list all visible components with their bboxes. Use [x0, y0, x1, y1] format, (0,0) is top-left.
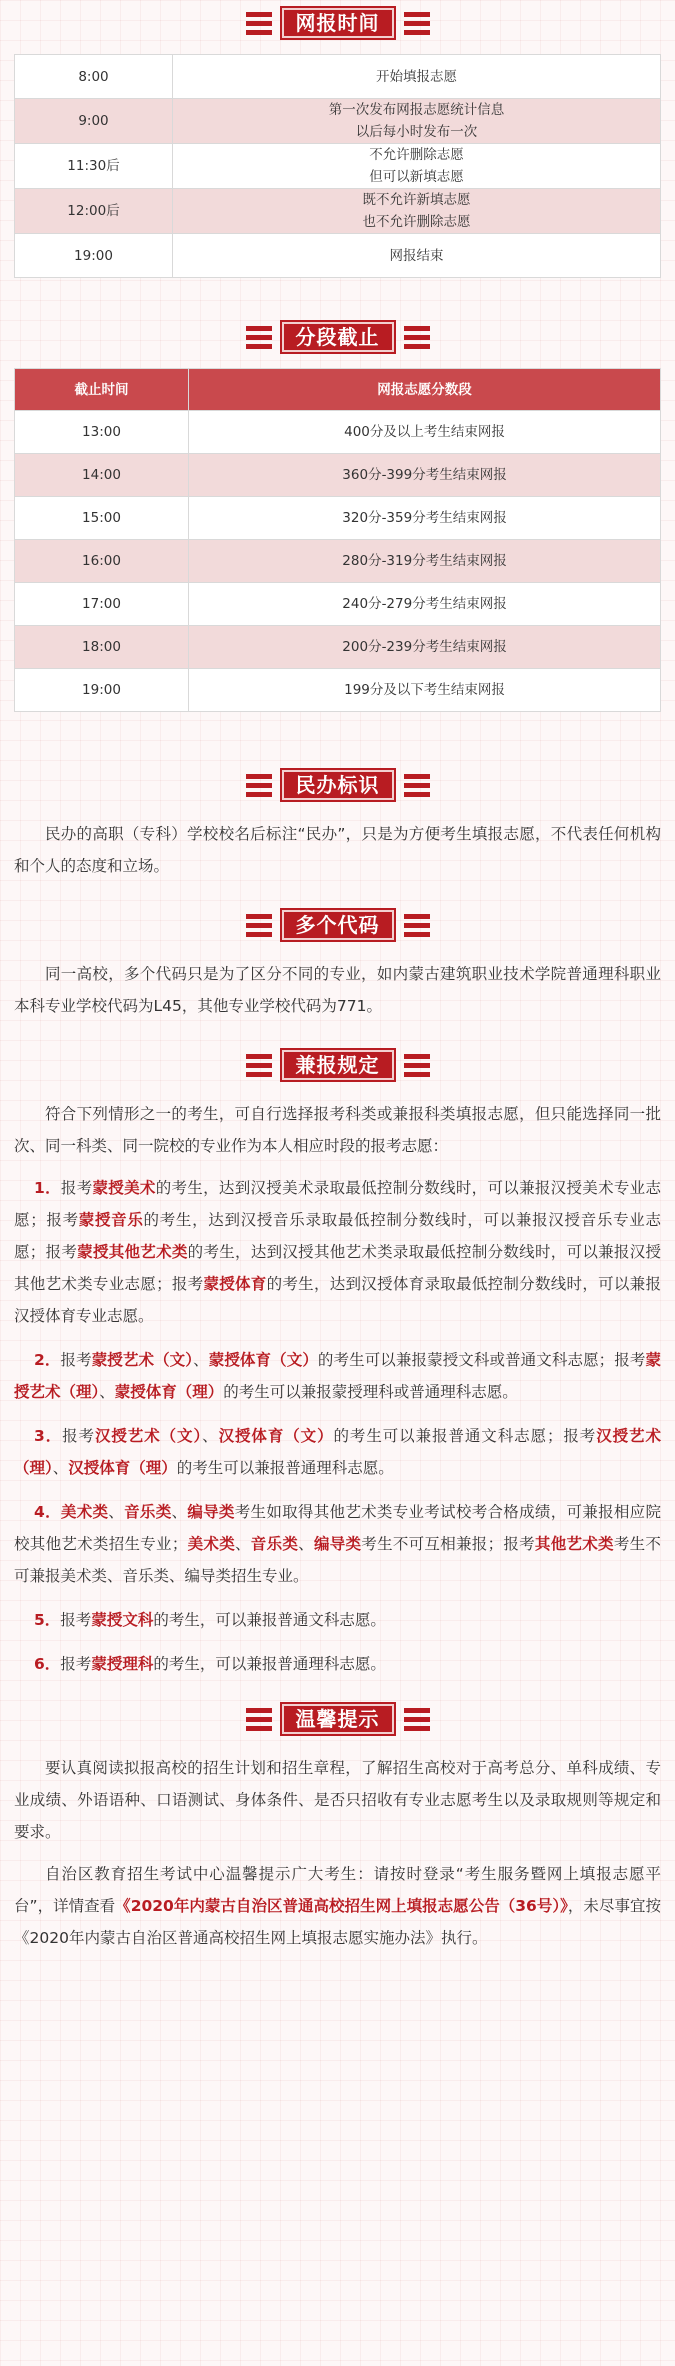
decor-bars-right [404, 1708, 430, 1731]
decor-bars-right [404, 774, 430, 797]
rule-number: 2． [34, 1351, 61, 1369]
schedule-table [14, 54, 661, 278]
table-row [15, 497, 661, 540]
schedule-time: 8:00 [15, 55, 173, 99]
section-header [14, 908, 661, 942]
rule-item [14, 1648, 661, 1680]
deadline-desc: 400分及以上考生结束网报 [189, 411, 661, 454]
section-title: 多个代码 [280, 908, 396, 942]
rule-item [14, 1496, 661, 1592]
rule-highlight: 其他艺术类 [534, 1535, 614, 1553]
section-title: 分段截止 [280, 320, 396, 354]
rules-list [14, 1172, 661, 1680]
rule-highlight: 美术类 [187, 1535, 235, 1553]
rule-text: 、 [298, 1535, 314, 1553]
deadline-desc: 280分-319分考生结束网报 [189, 540, 661, 583]
table-row [15, 55, 661, 99]
rule-highlight: 蒙授艺术（理） [14, 1351, 661, 1401]
rule-number: 5． [34, 1611, 61, 1629]
rule-highlight: 蒙授体育（理） [114, 1383, 224, 1401]
rule-highlight: 蒙授体育 [203, 1275, 267, 1293]
rule-highlight: 编导类 [313, 1535, 362, 1553]
rule-highlight: 蒙授体育（文） [208, 1351, 318, 1369]
schedule-desc-line: 第一次发布网报志愿统计信息 [328, 102, 505, 118]
table-row [15, 189, 661, 234]
rule-item [14, 1420, 661, 1484]
rule-highlight: 音乐类 [124, 1503, 172, 1521]
rule-item [14, 1604, 661, 1636]
decor-bars-right [404, 1054, 430, 1077]
table-row [15, 411, 661, 454]
tips-text: ，未尽事宜按《2020年内蒙古自治区普通高校招生网上填报志愿实施办法》执行。 [14, 1897, 661, 1947]
column-header: 截止时间 [15, 369, 189, 411]
table-row [15, 144, 661, 189]
rule-item [14, 1172, 661, 1332]
schedule-time: 12:00后 [15, 189, 173, 234]
section-header [14, 1048, 661, 1082]
rule-text: 、 [99, 1383, 115, 1401]
rule-text: 考生不可兼报美术类、音乐类、编导类招生专业。 [14, 1535, 661, 1585]
schedule-time: 9:00 [15, 99, 173, 144]
rule-highlight: 音乐类 [250, 1535, 299, 1553]
table-row [15, 540, 661, 583]
decor-bars-left [246, 1708, 272, 1731]
schedule-desc-line: 不允许删除志愿 [369, 147, 464, 163]
deadline-desc: 199分及以下考生结束网报 [189, 669, 661, 712]
rule-highlight: 蒙授理科 [91, 1655, 154, 1673]
announcement-link[interactable]: 《2020年内蒙古自治区普通高校招生网上填报志愿公告（36号）》 [115, 1897, 568, 1915]
decor-bars-left [246, 774, 272, 797]
rule-text: 报考 [60, 1179, 93, 1197]
schedule-desc [173, 55, 661, 99]
column-header: 网报志愿分数段 [189, 369, 661, 411]
rule-text: 、 [52, 1459, 69, 1477]
rule-highlight: 蒙授音乐 [78, 1211, 144, 1229]
rule-text: 考生不可互相兼报；报考 [361, 1535, 535, 1553]
rule-text: 、 [202, 1427, 219, 1445]
rule-number: 1． [34, 1179, 61, 1197]
decor-bars-right [404, 914, 430, 937]
tips-text: 自治区教育招生考试中心温馨提示广大考生：请按时登录“考生服务暨网上填报志愿平台”，详情查看 [14, 1865, 661, 1915]
deadline-desc: 320分-359分考生结束网报 [189, 497, 661, 540]
section-title: 温馨提示 [280, 1702, 396, 1736]
rule-text: 的考生可以兼报蒙授文科或普通文科志愿；报考 [317, 1351, 646, 1369]
schedule-desc-line: 既不允许新填志愿 [362, 192, 471, 208]
rule-highlight: 编导类 [187, 1503, 235, 1521]
section-header [14, 1702, 661, 1736]
table-row [15, 234, 661, 278]
decor-bars-left [246, 12, 272, 35]
decor-bars-right [404, 326, 430, 349]
section-header [14, 320, 661, 354]
rule-number: 4． [34, 1503, 61, 1521]
rule-text: 的考生可以兼报蒙授理科或普通理科志愿。 [223, 1383, 518, 1401]
deadline-desc: 200分-239分考生结束网报 [189, 626, 661, 669]
rule-text: 报考 [62, 1427, 95, 1445]
schedule-desc-line: 开始填报志愿 [376, 68, 457, 85]
deadline-desc: 360分-399分考生结束网报 [189, 454, 661, 497]
rule-text: 、 [108, 1503, 125, 1521]
deadline-time: 13:00 [15, 411, 189, 454]
table-row [15, 454, 661, 497]
deadline-time: 16:00 [15, 540, 189, 583]
decor-bars-right [404, 12, 430, 35]
rule-text: 报考 [60, 1655, 92, 1673]
section-header [14, 0, 661, 40]
deadline-time: 14:00 [15, 454, 189, 497]
rule-highlight: 蒙授其他艺术类 [77, 1243, 188, 1261]
rule-text: 报考 [60, 1611, 92, 1629]
rule-text: 的考生，达到汉授音乐录取最低控制分数线时，可以兼报汉授音乐专业志愿；报考 [14, 1211, 661, 1261]
decor-bars-left [246, 326, 272, 349]
schedule-desc [173, 234, 661, 278]
deadline-table [14, 368, 661, 712]
section-title: 网报时间 [280, 6, 396, 40]
rule-highlight: 蒙授美术 [92, 1179, 156, 1197]
rule-highlight: 汉授艺术（理） [14, 1427, 661, 1477]
tips-paragraph-1: 要认真阅读拟报高校的招生计划和招生章程，了解招生高校对于高考总分、单科成绩、专业成绩、外语语种、口语测试、身体条件、是否只招收有专业志愿考生以及录取规则等规定和要求。 [14, 1759, 661, 1841]
table-header-row [15, 369, 661, 411]
rule-text: 的考生，可以兼报普通文科志愿。 [153, 1611, 386, 1629]
schedule-desc [173, 189, 661, 234]
rule-text: 、 [234, 1535, 251, 1553]
rule-text: 的考生，达到汉授体育录取最低控制分数线时，可以兼报汉授体育专业志愿。 [14, 1275, 661, 1325]
deadline-time: 19:00 [15, 669, 189, 712]
schedule-desc-line: 网报结束 [389, 247, 444, 264]
table-row [15, 99, 661, 144]
schedule-time: 11:30后 [15, 144, 173, 189]
table-row [15, 583, 661, 626]
decor-bars-left [246, 914, 272, 937]
rule-text: 考生如取得其他艺术类专业考试校考合格成绩，可兼报相应院校其他艺术类招生专业； [14, 1503, 661, 1553]
minban-paragraph: 民办的高职（专科）学校校名后标注“民办”，只是为方便考生填报志愿，不代表任何机构和个人的态度和立场。 [14, 825, 661, 875]
rule-text: 的考生可以兼报普通文科志愿；报考 [333, 1427, 597, 1445]
section-title: 兼报规定 [280, 1048, 396, 1082]
schedule-desc-line: 以后每小时发布一次 [355, 124, 478, 140]
rule-highlight: 蒙授文科 [91, 1611, 154, 1629]
rule-text: 报考 [60, 1351, 92, 1369]
rule-highlight: 蒙授艺术（文） [91, 1351, 194, 1369]
table-row [15, 669, 661, 712]
rule-highlight: 汉授艺术（文） [94, 1427, 203, 1445]
rule-text: 的考生，达到汉授美术录取最低控制分数线时，可以兼报汉授美术专业志愿；报考 [14, 1179, 661, 1229]
rule-number: 6． [34, 1655, 61, 1673]
schedule-desc-line: 但可以新填志愿 [369, 169, 464, 185]
rule-text: 、 [193, 1351, 209, 1369]
rule-text: 、 [171, 1503, 188, 1521]
table-row [15, 626, 661, 669]
rule-text: 的考生，达到汉授其他艺术类录取最低控制分数线时，可以兼报汉授其他艺术类专业志愿；报考 [14, 1243, 661, 1293]
deadline-desc: 240分-279分考生结束网报 [189, 583, 661, 626]
rule-text: 的考生，可以兼报普通理科志愿。 [153, 1655, 386, 1673]
rule-item [14, 1344, 661, 1408]
schedule-time: 19:00 [15, 234, 173, 278]
rule-highlight: 美术类 [60, 1503, 109, 1521]
decor-bars-left [246, 1054, 272, 1077]
section-header [14, 768, 661, 802]
rule-text: 的考生可以兼报普通理科志愿。 [176, 1459, 394, 1477]
rule-highlight: 汉授体育（文） [218, 1427, 334, 1445]
deadline-time: 18:00 [15, 626, 189, 669]
rule-number: 3． [34, 1427, 63, 1445]
schedule-desc [173, 99, 661, 144]
section-title: 民办标识 [280, 768, 396, 802]
rule-highlight: 汉授体育（理） [68, 1459, 177, 1477]
codes-paragraph: 同一高校，多个代码只是为了区分不同的专业，如内蒙古建筑职业技术学院普通理科职业本科专业学校代码为L45，其他专业学校代码为771。 [14, 965, 661, 1015]
deadline-time: 17:00 [15, 583, 189, 626]
tips-paragraph-2 [14, 1858, 661, 1954]
schedule-desc-line: 也不允许删除志愿 [362, 214, 471, 230]
schedule-desc [173, 144, 661, 189]
deadline-time: 15:00 [15, 497, 189, 540]
rules-intro: 符合下列情形之一的考生，可自行选择报考科类或兼报科类填报志愿，但只能选择同一批次、同一科类、同一院校的专业作为本人相应时段的报考志愿： [14, 1105, 661, 1155]
